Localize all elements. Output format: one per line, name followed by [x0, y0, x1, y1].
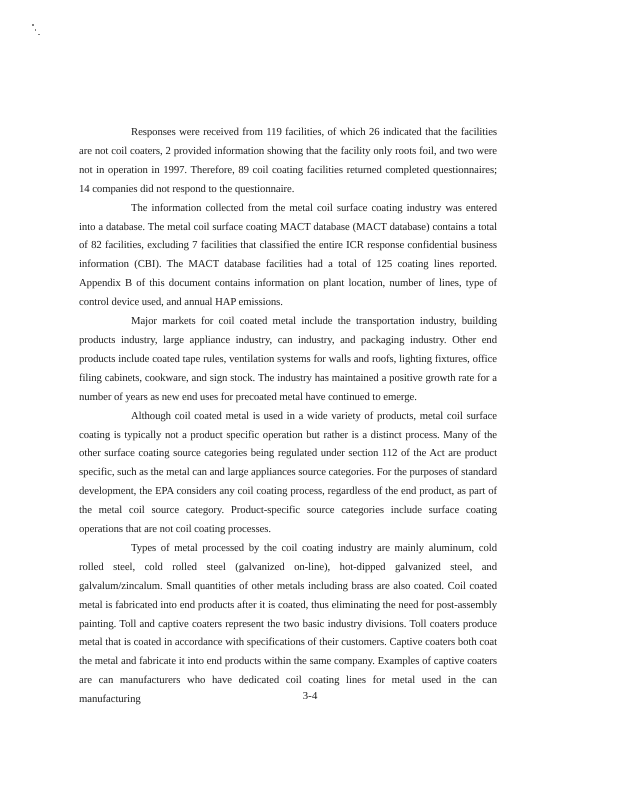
paragraph-markets: Major markets for coil coated metal include the transportation industry, building products industry, large appliance industry, can industry, and packaging industry. Other end products include coated tape rules, ventilation systems for walls and roofs, lighting fixtures, office filing cabinets, cookware, and sign stock. The industry has maintained a positive growth rate for a number of years as new end uses for precoated metal have continued to emerge.	[79, 315, 497, 403]
paragraph-metal-types: Types of metal processed by the coil coating industry are mainly aluminum, cold rolled steel, cold rolled steel (galvanized on-line), hot-dipped galvanized steel, and galvalum/zincalum. Small quantities of other metals including brass are also coated. Coil coated metal is fabricated into end products after it is coated, thus eliminating the need for post-assembly painting. Toll and captive coaters represent the two basic industry divisions. Toll coaters produce metal that is coated in accordance with specifications of their customers. Captive coaters both coat the metal and fabricate it into end products within the same company. Examples of captive coaters are can manufacturers who have dedicated coil coating lines for metal used in the can manufacturing	[79, 541, 497, 706]
paragraph-database: The information collected from the metal coil surface coating industry was entered into a database. The metal coil surface coating MACT database (MACT database) contains a total of 82 facilities, excluding 7 facilities that classified the entire ICR response confidential business information (CBI). The MACT database facilities had a total of 125 coating lines reported. Appendix B of this document contains information on plant location, number of lines, type of control device used, and annual HAP emissions.	[79, 201, 497, 309]
scan-speck-mark	[31, 24, 41, 38]
document-body	[79, 123, 497, 709]
page-number: 3-4	[302, 690, 318, 702]
paragraph-responses: Responses were received from 119 facilities, of which 26 indicated that the facilities are not coil coaters, 2 provided information showing that the facility only roots foil, and two were not in operation in 1997. Therefore, 89 coil coating facilities returned completed questionnaires; 14 companies did not respond to the questionnaire.	[79, 126, 497, 195]
paragraph-process: Although coil coated metal is used in a wide variety of products, metal coil surface coating is typically not a product specific operation but rather is a distinct process. Many of the other surface coating source categories being regulated under section 112 of the Act are product specific, such as the metal can and large appliances source categories. For the purposes of standard development, the EPA considers any coil coating process, regardless of the end product, as part of the metal coil source category. Product-specific source categories include surface coating operations that are not coil coating processes.	[79, 409, 497, 536]
